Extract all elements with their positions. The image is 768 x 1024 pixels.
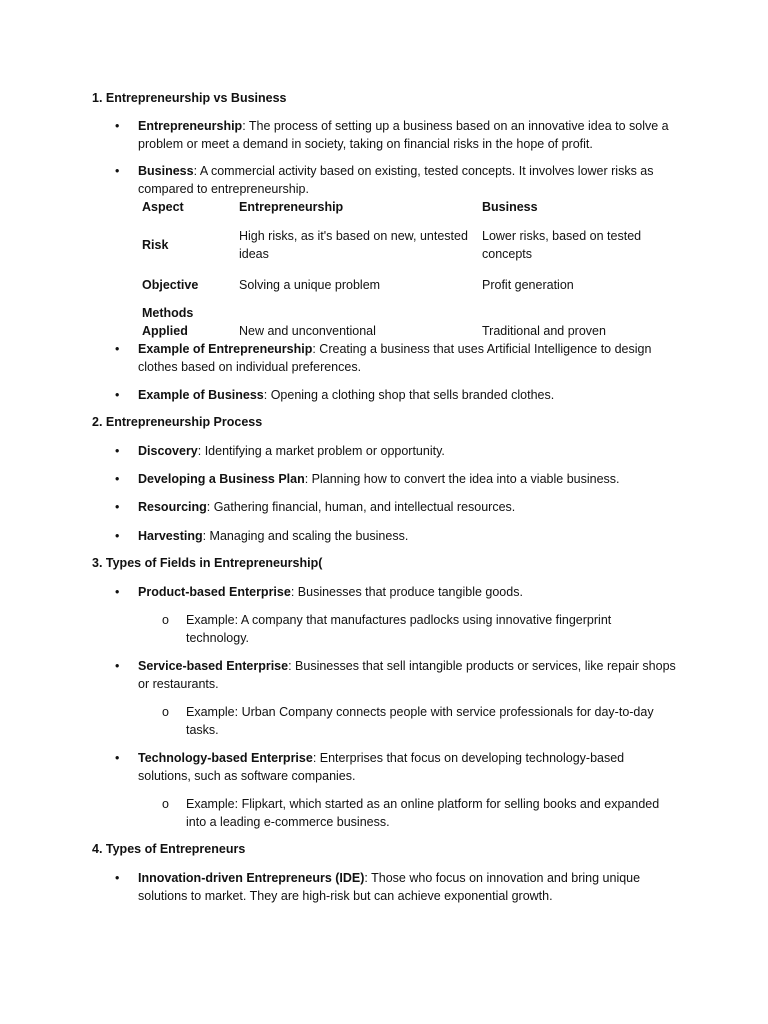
bullet-icon: • [115, 585, 120, 599]
bullet-icon: • [115, 388, 120, 402]
item-text: : Managing and scaling the business. [202, 529, 409, 543]
section-heading: 4. Types of Entrepreneurs [92, 842, 246, 856]
bullet-icon: • [115, 871, 120, 885]
item-term: Innovation-driven Entrepreneurs (IDE) [138, 871, 365, 885]
list-item [138, 386, 678, 404]
table-header: Business [482, 200, 538, 214]
list-item [138, 657, 678, 693]
bullet-icon: • [115, 119, 120, 133]
item-term: Technology-based Enterprise [138, 751, 313, 765]
list-item [138, 442, 678, 460]
list-item [138, 869, 678, 905]
table-cell: Risk [142, 238, 169, 252]
list-item [138, 749, 678, 785]
table-cell: Traditional and proven [482, 324, 606, 338]
example-item: Example: A company that manufactures padlocks using innovative fingerprint technology. [186, 613, 612, 645]
item-term: Product-based Enterprise [138, 585, 291, 599]
bullet-icon: • [115, 529, 120, 543]
item-term: Resourcing [138, 500, 207, 514]
item-term: Service-based Enterprise [138, 659, 289, 673]
bullet-icon: • [115, 164, 120, 178]
sub-bullet-icon: o [162, 613, 169, 627]
bullet-icon: • [115, 751, 120, 765]
bullet-icon: • [115, 444, 120, 458]
item-term: Discovery [138, 444, 198, 458]
table-cell: Profit generation [482, 278, 574, 292]
item-text: : The process of setting up a business based on an innovative idea to solve a problem or meet a demand in society, taking on financial risks in the hope of profit. [138, 119, 669, 151]
item-text: : Those who focus on innovation and bring unique solutions to market. They are high-risk but can achieve exponential growth. [138, 871, 641, 903]
list-item [138, 498, 678, 516]
table-cell: Lower risks, based on tested concepts [482, 229, 642, 261]
item-text: : Businesses that produce tangible goods. [290, 585, 523, 599]
section-heading: 2. Entrepreneurship Process [92, 415, 263, 429]
sub-bullet-icon: o [162, 797, 169, 811]
item-text: : Gathering financial, human, and intellectual resources. [206, 500, 516, 514]
list-item [138, 470, 678, 488]
list-item [138, 117, 678, 153]
example-item: Example: Urban Company connects people with service professionals for day-to-day tasks. [186, 705, 654, 737]
section-heading: 1. Entrepreneurship vs Business [92, 91, 287, 105]
item-text: : Planning how to convert the idea into a viable business. [304, 472, 620, 486]
table-header: Entrepreneurship [239, 200, 344, 214]
list-item [138, 340, 678, 376]
table-cell: Objective [142, 278, 199, 292]
list-item [138, 162, 678, 198]
section-heading: 3. Types of Fields in Entrepreneurship( [92, 556, 323, 570]
table-cell: Methods Applied [142, 306, 194, 338]
table-cell: High risks, as it's based on new, untested ideas [239, 229, 468, 261]
item-term: Harvesting [138, 529, 203, 543]
list-item [138, 583, 678, 601]
sub-bullet-icon: o [162, 705, 169, 719]
item-term: Business [138, 164, 194, 178]
table-header: Aspect [142, 200, 184, 214]
list-item [138, 527, 678, 545]
bullet-icon: • [115, 472, 120, 486]
item-term: Entrepreneurship [138, 119, 243, 133]
item-term: Example of Business [138, 388, 264, 402]
item-text: : A commercial activity based on existing, tested concepts. It involves lower risks as compared to entrepreneurship. [138, 164, 654, 196]
bullet-icon: • [115, 500, 120, 514]
example-item: Example: Flipkart, which started as an online platform for selling books and expanded into a leading e-commerce business. [186, 797, 660, 829]
item-text: : Opening a clothing shop that sells branded clothes. [263, 388, 555, 402]
table-cell: Solving a unique problem [239, 278, 381, 292]
bullet-icon: • [115, 659, 120, 673]
item-text: : Identifying a market problem or opportunity. [197, 444, 445, 458]
item-term: Developing a Business Plan [138, 472, 305, 486]
item-text: : Creating a business that uses Artificial Intelligence to design clothes based on individual preferences. [138, 342, 652, 374]
bullet-icon: • [115, 342, 120, 356]
item-text: : Enterprises that focus on developing technology-based solutions, such as software companies. [138, 751, 625, 783]
item-text: : Businesses that sell intangible products or services, like repair shops or restaurants. [138, 659, 676, 691]
item-term: Example of Entrepreneurship [138, 342, 313, 356]
table-cell: New and unconventional [239, 324, 376, 338]
